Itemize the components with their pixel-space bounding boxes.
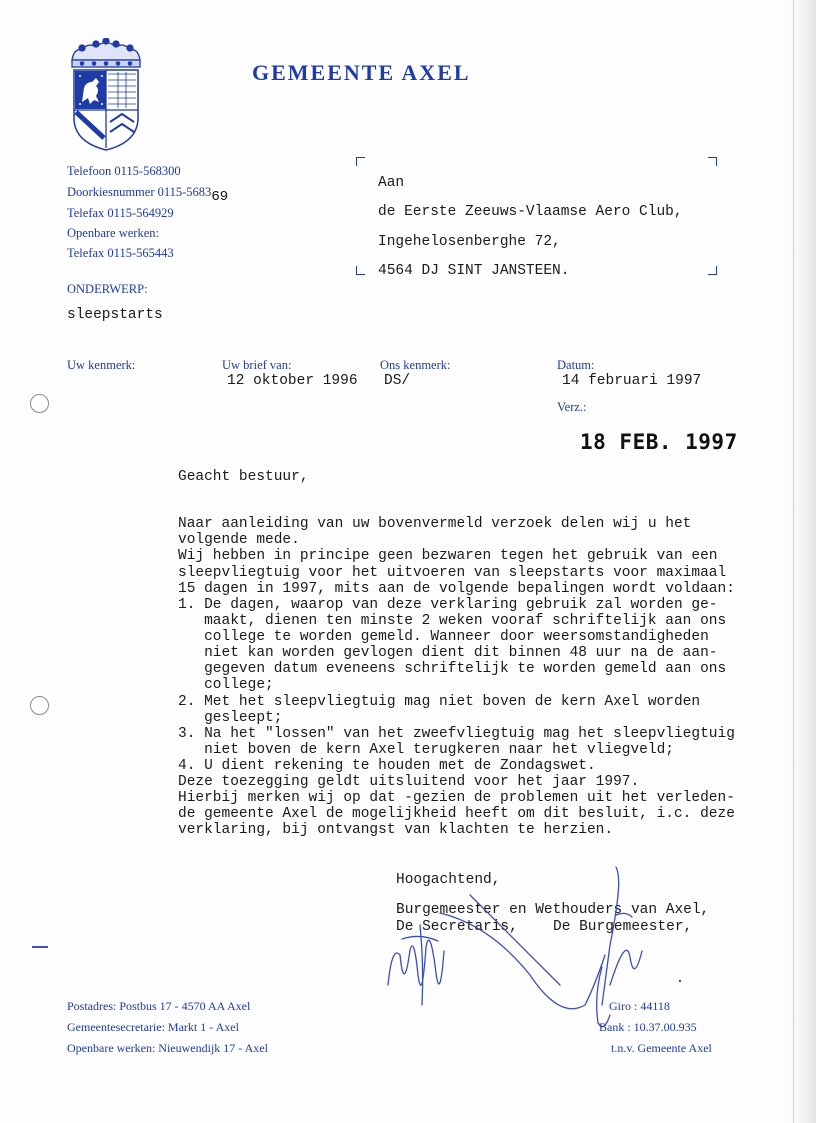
footer-giro: Giro : 44118	[609, 999, 670, 1013]
mayor-label: De Burgemeester,	[553, 919, 693, 935]
body-line: volgende mede.	[178, 532, 300, 548]
body-line: 1. De dagen, waarop van deze verklaring gebruik zal worden ge-	[178, 597, 718, 613]
datum-value: 14 februari 1997	[562, 373, 702, 389]
address-bracket-bl	[356, 266, 365, 275]
recipient-line: de Eerste Zeeuws-Vlaamse Aero Club,	[378, 204, 683, 220]
signatory-line: Burgemeester en Wethouders van Axel,	[396, 902, 710, 918]
direct-line-number: Doorkiesnummer 0115-5683	[67, 185, 212, 199]
body-line: 3. Na het "lossen" van het zweefvliegtuig mag het sleepvliegtuig	[178, 726, 735, 742]
body-line: Hierbij merken wij op dat -gezien de problemen uit het verleden-	[178, 790, 735, 806]
recipient-line: Ingehelosenberghe 72,	[378, 234, 561, 250]
body-line: Naar aanleiding van uw bovenvermeld verzoek delen wij u het	[178, 516, 692, 532]
subject-value: sleepstarts	[67, 307, 163, 323]
verz-label: Verz.:	[557, 400, 587, 414]
secretary-label: De Secretaris,	[396, 919, 518, 935]
handwritten-extension: 69	[211, 189, 229, 205]
body-line: verklaring, bij ontvangst van klachten te herzien.	[178, 822, 614, 838]
signatures	[380, 855, 710, 1045]
uw-brief-label: Uw brief van:	[222, 358, 292, 372]
body-line: gegeven datum eveneens schriftelijk te worden gemeld aan ons	[178, 661, 727, 677]
recipient-line: 4564 DJ SINT JANSTEEN.	[378, 263, 570, 279]
body-line: college te worden gemeld. Wanneer door weersomstandigheden	[178, 629, 709, 645]
address-bracket-tl	[356, 157, 365, 166]
body-line: de gemeente Axel de mogelijkheid heeft om dit besluit, i.c. deze	[178, 806, 735, 822]
ons-kenmerk-label: Ons kenmerk:	[380, 358, 451, 372]
footer-postal: Postadres: Postbus 17 - 4570 AA Axel	[67, 999, 251, 1013]
body-line: college;	[178, 677, 274, 693]
closing: Hoogachtend,	[396, 872, 501, 888]
body-line: sleepvliegtuig voor het uitvoeren van sleepstarts voor maximaal	[178, 565, 727, 581]
paper-edge-line	[793, 0, 794, 1123]
footer-secretariat: Gemeentesecretarie: Markt 1 - Axel	[67, 1020, 239, 1034]
datum-label: Datum:	[557, 358, 595, 372]
body-line: 15 dagen in 1997, mits aan de volgende bepalingen wordt voldaan:	[178, 581, 735, 597]
uw-kenmerk-label: Uw kenmerk:	[67, 358, 136, 372]
public-works-fax: Telefax 0115-565443	[67, 246, 174, 260]
coat-of-arms-logo	[66, 38, 146, 152]
body-line: niet kan worden gevlogen dient dit binnen 48 uur na de aan-	[178, 645, 718, 661]
address-bracket-tr	[708, 157, 717, 166]
margin-mark	[32, 946, 48, 948]
recipient-line: Aan	[378, 175, 405, 191]
body-line: gesleept;	[178, 710, 283, 726]
body-line: 4. U dient rekening te houden met de Zondagswet.	[178, 758, 596, 774]
footer-account-name: t.n.v. Gemeente Axel	[611, 1041, 712, 1055]
punch-hole	[30, 394, 49, 413]
uw-brief-value: 12 oktober 1996	[227, 373, 358, 389]
body-line: Wij hebben in principe geen bezwaren tegen het gebruik van een	[178, 548, 718, 564]
footer-public-works: Openbare werken: Nieuwendijk 17 - Axel	[67, 1041, 268, 1055]
direct-line	[67, 185, 229, 205]
municipality-title: GEMEENTE AXEL	[252, 60, 471, 85]
punch-hole	[30, 696, 49, 715]
address-bracket-br	[708, 266, 717, 275]
subject-label: ONDERWERP:	[67, 282, 148, 296]
footer-bank: Bank : 10.37.00.935	[599, 1020, 697, 1034]
fax-line: Telefax 0115-564929	[67, 206, 174, 220]
phone-line: Telefoon 0115-568300	[67, 164, 181, 178]
body-line: Deze toezegging geldt uitsluitend voor het jaar 1997.	[178, 774, 640, 790]
ons-kenmerk-value: DS/	[384, 373, 411, 389]
body-line: niet boven de kern Axel terugkeren naar het vliegveld;	[178, 742, 674, 758]
body-line: maakt, dienen ten minste 2 weken vooraf schriftelijk aan ons	[178, 613, 727, 629]
body-line: 2. Met het sleepvliegtuig mag niet boven de kern Axel worden	[178, 694, 701, 710]
public-works-label: Openbare werken:	[67, 226, 159, 240]
salutation: Geacht bestuur,	[178, 469, 309, 485]
date-stamp: 18 FEB. 1997	[580, 430, 738, 454]
